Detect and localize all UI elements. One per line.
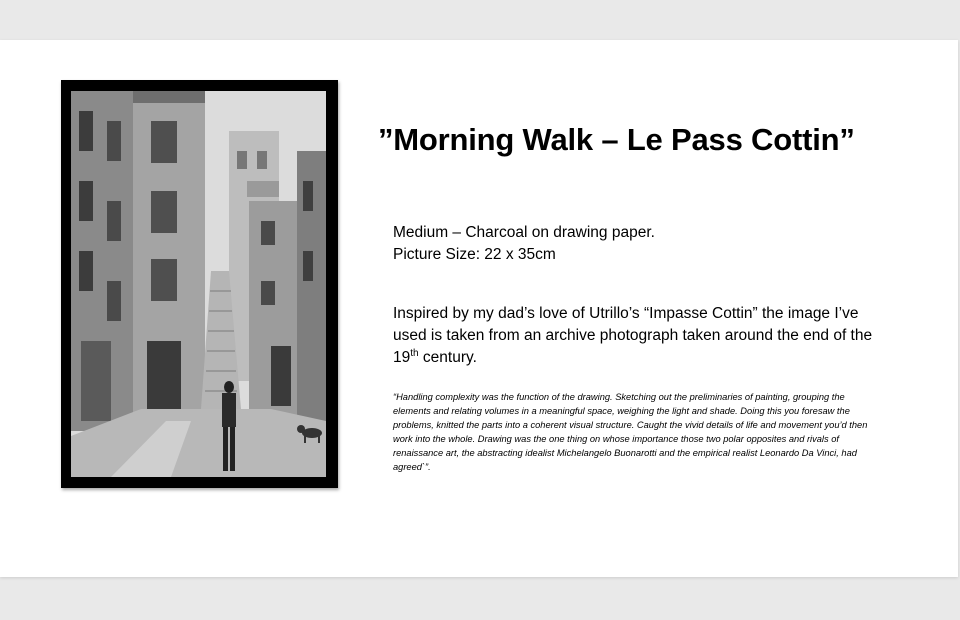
charcoal-street-drawing-icon bbox=[71, 91, 326, 477]
drawing-quote: “Handling complexity was the function of the drawing. Sketching out the preliminaries of painting, grouping the elements and relating volumes in a meaningful space, weighing the light and shade. Doing this you foresaw the problems, knitted the parts into a coherent visual structure. Caught the vivid details of life and movement you’d then work into the whole. Drawing was the one thing on whose importance those two polar opposites and rivals of renaissance art, the abstracting idealist Michelangelo Buonarotti and the empirical realist Leonardo Da Vinci, had agreed`”. bbox=[393, 392, 868, 472]
inspiration-text-end: century. bbox=[418, 349, 477, 366]
artwork-title: ”Morning Walk – Le Pass Cottin” bbox=[378, 122, 855, 157]
artwork-details bbox=[393, 222, 913, 266]
ordinal-suffix: th bbox=[410, 347, 419, 359]
inspiration-paragraph bbox=[393, 303, 873, 369]
picture-size-text: Picture Size: 22 x 35cm bbox=[393, 246, 556, 263]
charcoal-drawing bbox=[71, 91, 326, 477]
slide bbox=[0, 40, 958, 577]
inspiration-text: Inspired by my dad’s love of Utrillo’s “Impasse Cottin” the image I’ve used is taken from an archive photograph taken around the end of the 19 bbox=[393, 305, 873, 366]
picture-frame bbox=[61, 80, 338, 488]
medium-text: Medium – Charcoal on drawing paper. bbox=[393, 224, 655, 241]
